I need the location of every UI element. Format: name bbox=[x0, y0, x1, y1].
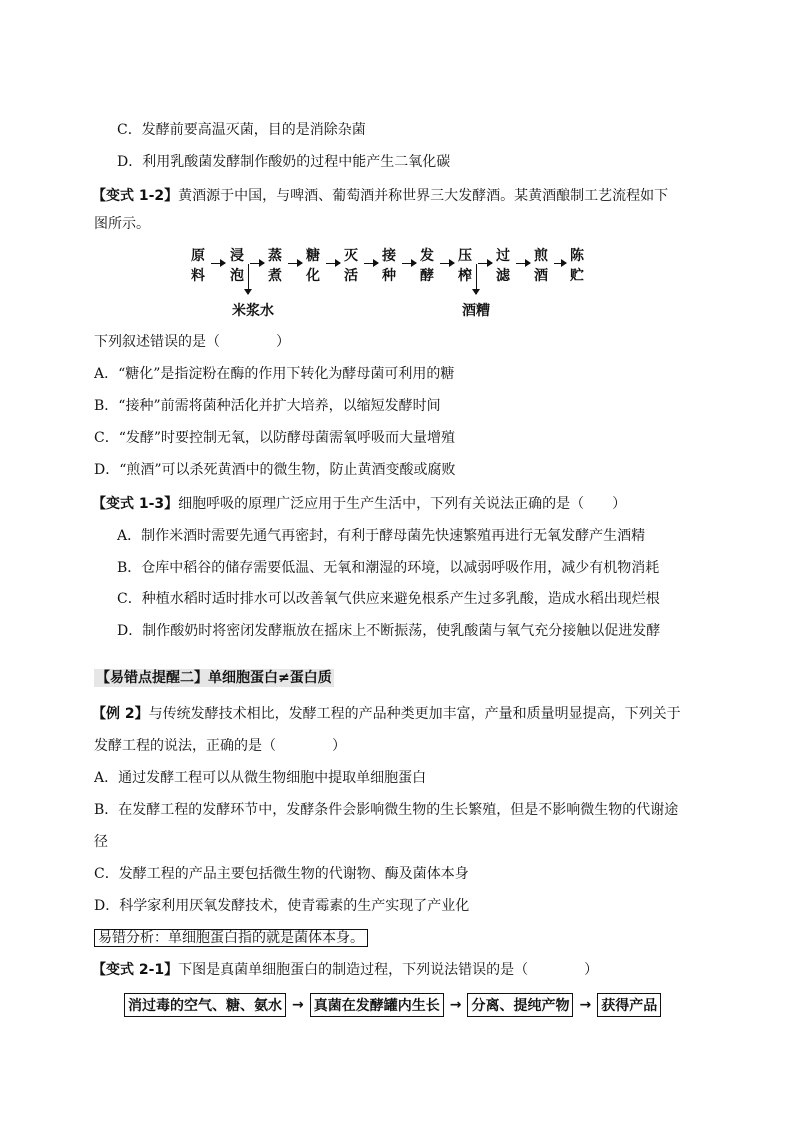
flow-arrow bbox=[478, 263, 492, 264]
reminder-two-title: 【易错点提醒二】单细胞蛋白≠蛋白质 bbox=[96, 670, 332, 686]
flow-step-7: 发 酵 bbox=[420, 248, 434, 284]
flow-step-5: 灭 活 bbox=[344, 248, 358, 284]
variant-1-3-text: 细胞呼吸的原理广泛应用于生产生活中，下列有关说法正确的是（ ） bbox=[178, 496, 627, 512]
variant-1-2-stem bbox=[92, 186, 668, 206]
protein-process-chain bbox=[124, 994, 661, 1016]
variant-1-3-option-d: D．制作酸奶时将密闭发酵瓶放在摇床上不断振荡，使乳酸菌与氧气充分接触以促进发酵 bbox=[117, 623, 661, 639]
variant-1-3-label: 【变式 1-3】 bbox=[92, 496, 179, 512]
flow-step-6: 接 种 bbox=[382, 248, 396, 284]
example-2-option-a: A．通过发酵工程可以从微生物细胞中提取单细胞蛋白 bbox=[94, 770, 427, 786]
variant-1-2-option-a: A．“糖化”是指淀粉在酶的作用下转化为酵母菌可利用的糖 bbox=[94, 366, 455, 382]
process-step-product: 获得产品 bbox=[597, 993, 661, 1017]
variant-1-2-text: 黄酒源于中国，与啤酒、葡萄酒并称世界三大发酵酒。某黄酒酿制工艺流程如下 bbox=[178, 188, 669, 204]
flow-arrow bbox=[326, 263, 340, 264]
example-2-text-cont: 发酵工程的说法，正确的是（ ） bbox=[94, 738, 346, 754]
process-step-growth: 真菌在发酵罐内生长 bbox=[310, 993, 444, 1017]
variant-1-2-option-b: B．“接种”前需将菌种活化并扩大培养，以缩短发酵时间 bbox=[94, 398, 441, 414]
variant-1-3-option-b: B．仓库中稻谷的储存需要低温、无氧和潮湿的环境，以减弱呼吸作用，减少有机物消耗 bbox=[117, 560, 660, 576]
option-d-lactic: D．利用乳酸菌发酵制作酸奶的过程中能产生二氧化碳 bbox=[117, 154, 451, 170]
flow-arrow bbox=[516, 263, 530, 264]
flow-arrow bbox=[364, 263, 378, 264]
variant-1-2-text-cont: 图所示。 bbox=[94, 216, 150, 232]
variant-1-3-option-c: C．种植水稻时适时排水可以改善氧气供应来避免根系产生过多乳酸，造成水稻出现烂根 bbox=[117, 591, 660, 607]
flow-step-2: 浸 泡 bbox=[230, 248, 244, 284]
process-step-separation: 分离、提纯产物 bbox=[467, 993, 573, 1017]
example-2-option-d: D．科学家利用厌氧发酵技术，使青霉素的生产实现了产业化 bbox=[94, 898, 470, 914]
flow-arrow bbox=[554, 263, 566, 264]
variant-2-1-text: 下图是真菌单细胞蛋白的制造过程，下列说法错误的是（ ） bbox=[178, 962, 599, 978]
example-2-option-b: B．在发酵工程的发酵环节中，发酵条件会影响微生物的生长繁殖，但是不影响微生物的代谢途 bbox=[94, 802, 679, 818]
variant-1-3-option-a: A．制作米酒时需要先通气再密封，有利于酵母菌先快速繁殖再进行无氧发酵产生酒精 bbox=[117, 528, 646, 544]
flow-arrow bbox=[440, 263, 454, 264]
example-2-option-b-cont: 径 bbox=[94, 834, 108, 850]
flow-arrow bbox=[211, 263, 225, 264]
flow-step-4: 糖 化 bbox=[306, 248, 320, 284]
example-2-stem bbox=[92, 704, 681, 724]
flow-step-10: 煎 酒 bbox=[534, 248, 548, 284]
process-step-inputs: 消过毒的空气、糖、氨水 bbox=[124, 993, 286, 1017]
flow-down-arrow bbox=[248, 264, 249, 294]
variant-1-2-label: 【变式 1-2】 bbox=[92, 188, 179, 204]
flow-step-3: 蒸 煮 bbox=[268, 248, 282, 284]
error-analysis-box: 易错分析：单细胞蛋白指的就是菌体本身。 bbox=[94, 929, 368, 947]
process-arrow: → bbox=[292, 997, 304, 1013]
example-2-option-c: C．发酵工程的产品主要包括微生物的代谢物、酶及菌体本身 bbox=[94, 866, 469, 882]
option-c-sterilize: C．发酵前要高温灭菌，目的是消除杂菌 bbox=[117, 122, 366, 138]
reminder-two-heading bbox=[94, 668, 334, 688]
byproduct-rice-water: 米浆水 bbox=[232, 303, 274, 319]
flow-arrow bbox=[250, 263, 264, 264]
flow-step-8: 压 榨 bbox=[458, 248, 472, 284]
example-2-text: 与传统发酵技术相比，发酵工程的产品种类更加丰富，产量和质量明显提高，下列关于 bbox=[148, 706, 681, 722]
variant-2-1-stem bbox=[92, 960, 598, 980]
byproduct-distillers-grains: 酒糟 bbox=[462, 303, 490, 319]
process-arrow: → bbox=[449, 997, 462, 1013]
variant-2-1-label: 【变式 2-1】 bbox=[92, 962, 179, 978]
brewing-flow-diagram bbox=[186, 246, 586, 320]
example-2-label: 【例 2】 bbox=[92, 706, 149, 722]
flow-step-9: 过 滤 bbox=[496, 248, 510, 284]
flow-arrow bbox=[402, 263, 416, 264]
error-analysis-note bbox=[94, 928, 368, 948]
variant-1-2-option-d: D．“煎酒”可以杀死黄酒中的微生物，防止黄酒变酸或腐败 bbox=[94, 462, 456, 478]
process-arrow: → bbox=[579, 997, 592, 1013]
flow-step-11: 陈 贮 bbox=[570, 248, 584, 284]
variant-1-3-stem bbox=[92, 494, 626, 514]
flow-down-arrow bbox=[476, 264, 477, 294]
flow-step-1: 原 料 bbox=[191, 248, 205, 284]
variant-1-2-option-c: C．“发酵”时要控制无氧，以防酵母菌需氧呼吸而大量增殖 bbox=[94, 430, 456, 446]
flow-arrow bbox=[288, 263, 302, 264]
variant-1-2-question: 下列叙述错误的是（ ） bbox=[94, 334, 290, 350]
